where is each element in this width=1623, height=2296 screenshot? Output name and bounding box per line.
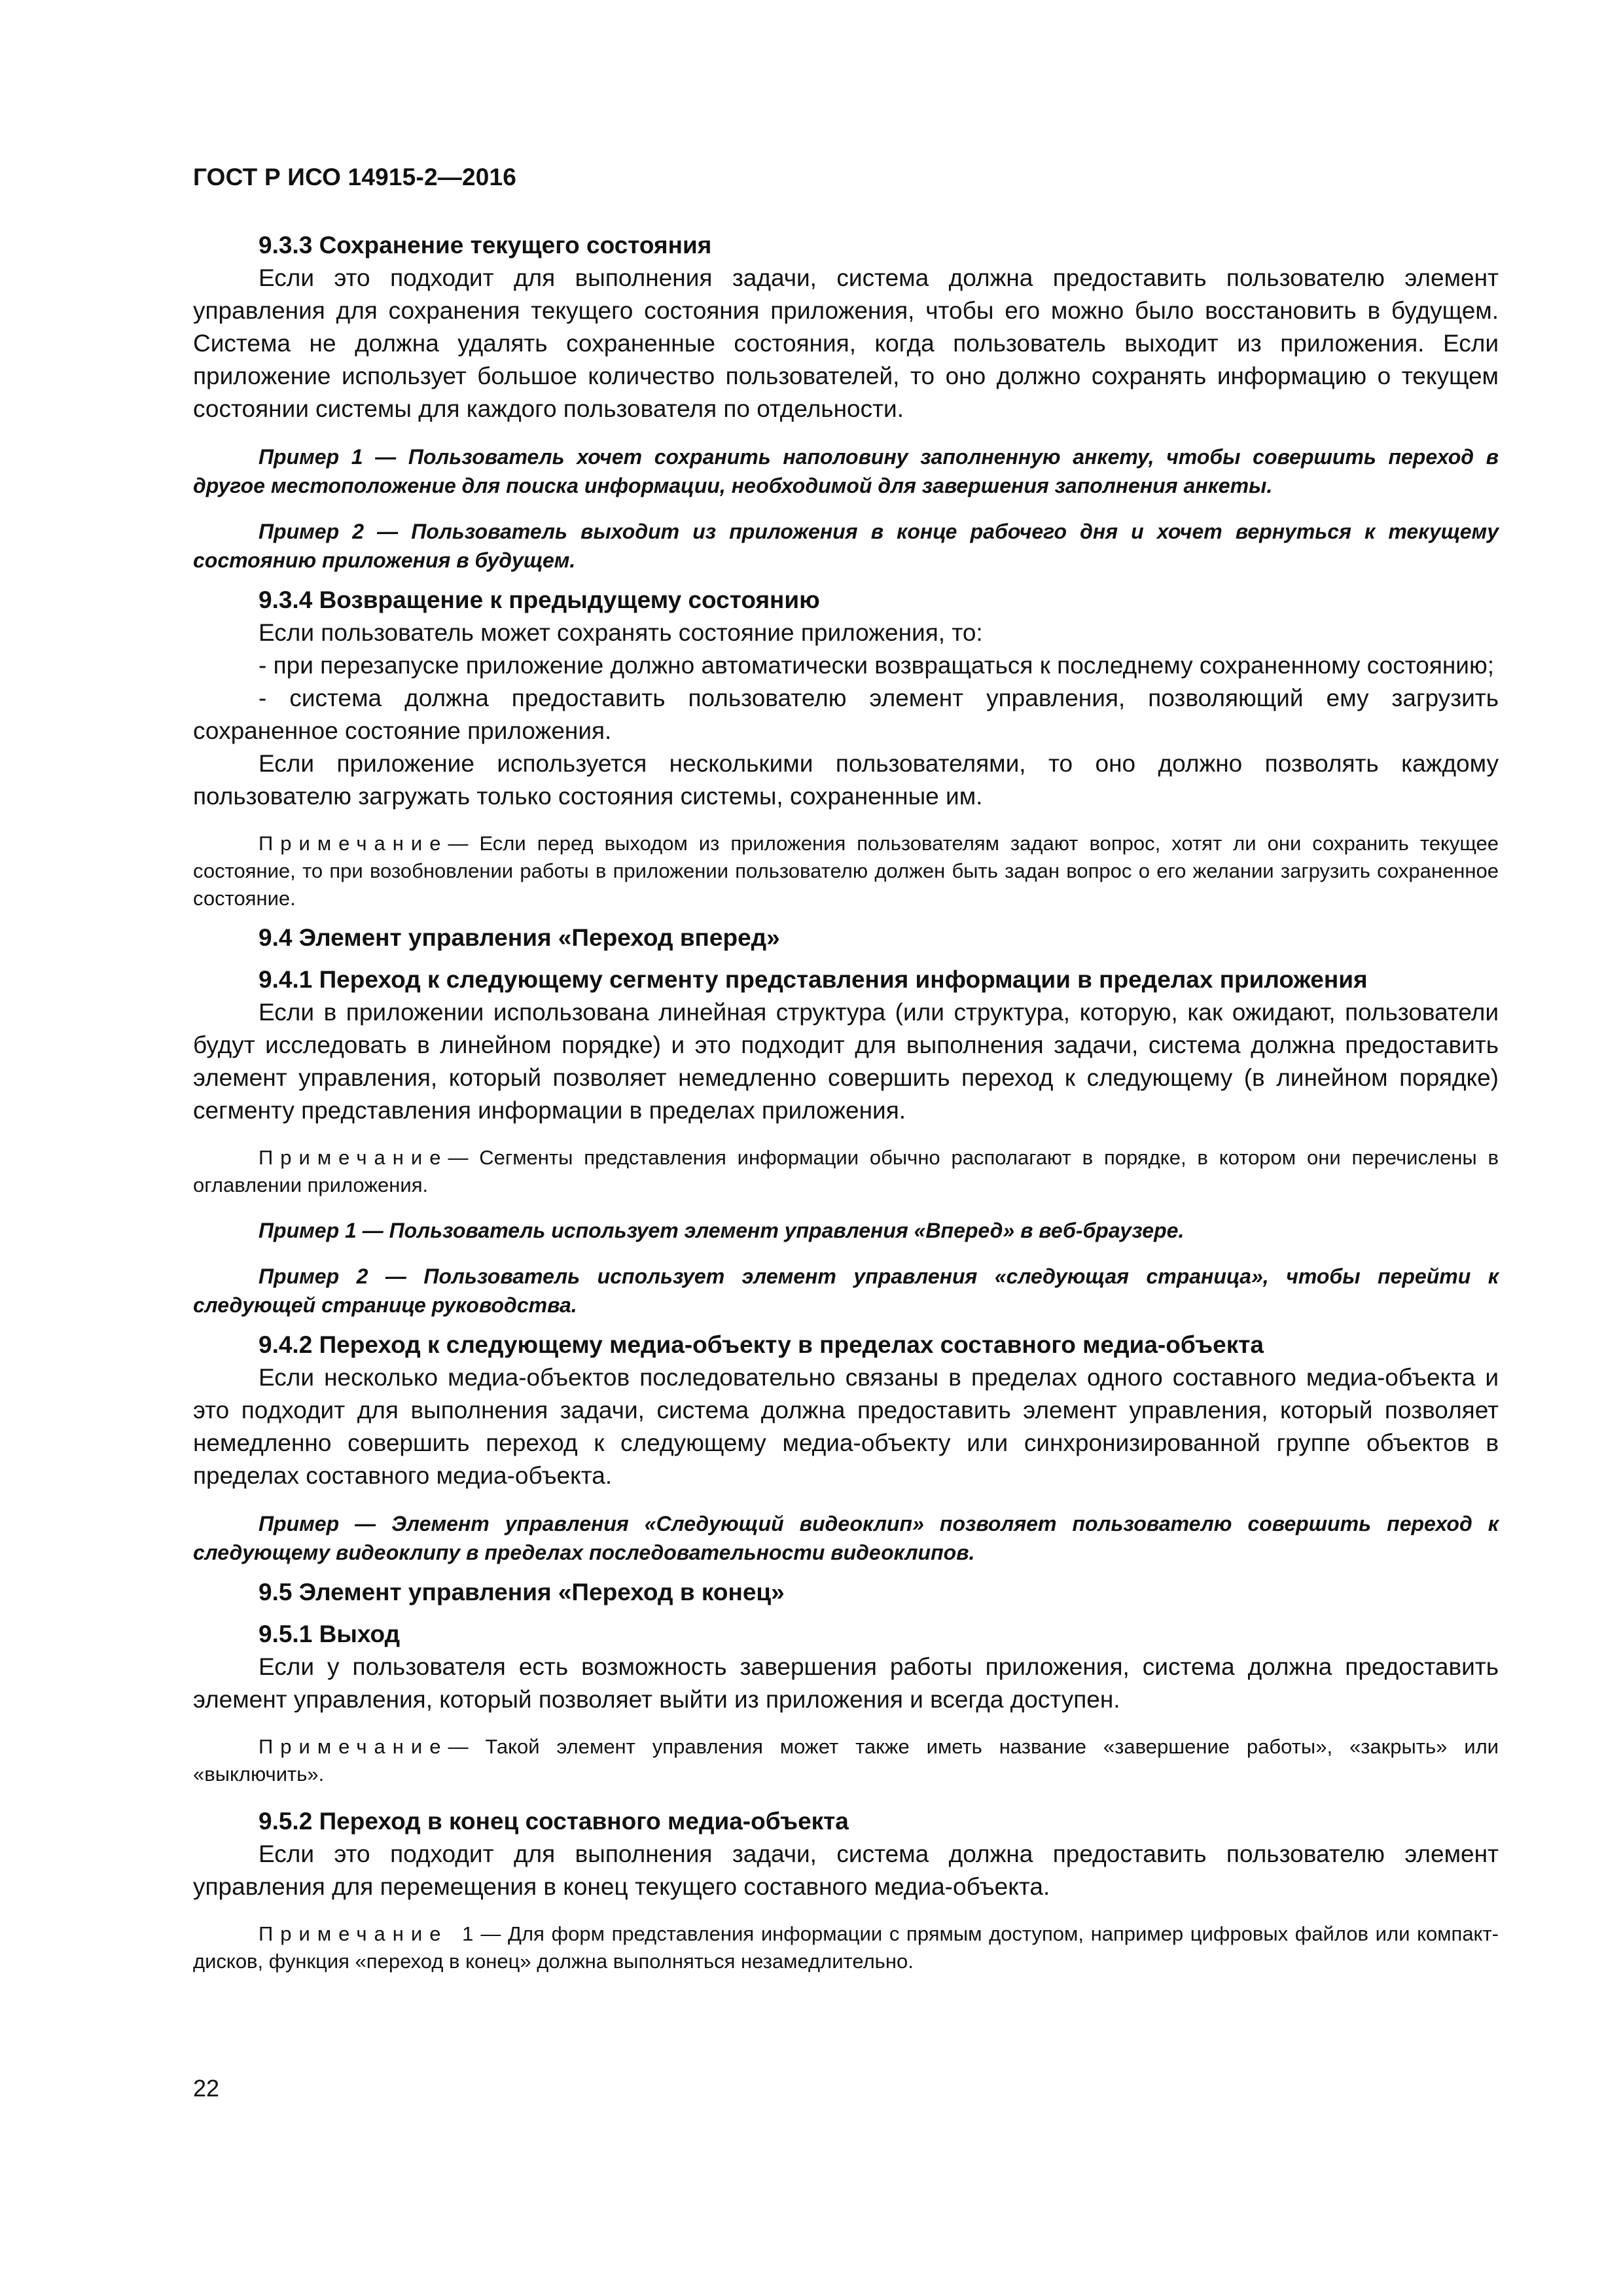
note — [193, 1144, 1499, 1199]
note-label: Примечание 1 — [259, 1922, 481, 1945]
paragraph: Если приложение используется несколькими пользователями, то оно должно позволять каждому пользователю загружать только состояния системы, сохраненные им. — [193, 750, 1499, 810]
note-label: Примечание — [259, 832, 448, 855]
section-heading-9-4-2: 9.4.2 Переход к следующему медиа-объекту в пределах составного медиа-объекта — [259, 1331, 1264, 1358]
paragraph: Если несколько медиа-объектов последовательно связаны в пределах одного составного медиа-объекта и это подходит для выполнения задачи, система должна предоставить элемент управления, который позволяет немедленно совершить переход к следующему медиа-объекту или синхронизированной группе объектов в пределах составного медиа-объекта. — [193, 1364, 1499, 1489]
paragraph: Если в приложении использована линейная структура (или структура, которую, как ожидают, пользователи будут исследовать в линейном порядке) и это подходит для выполнения задачи, система должна предоставить элемент управления, который позволяет немедленно совершить переход к следующему (в линейном порядке) сегменту представления информации в пределах приложения. — [193, 999, 1499, 1124]
section-heading-9-5-2: 9.5.2 Переход в конец составного медиа-объекта — [259, 1808, 849, 1835]
note-text: — Сегменты представления информации обычно располагают в порядке, в котором они перечислены в оглавлении приложения. — [193, 1146, 1499, 1196]
section-heading-9-5: 9.5 Элемент управления «Переход в конец» — [259, 1579, 785, 1605]
note — [193, 1920, 1499, 1975]
note — [193, 830, 1499, 912]
paragraph: Если у пользователя есть возможность завершения работы приложения, система должна предоставить элемент управления, который позволяет выйти из приложения и всегда доступен. — [193, 1653, 1499, 1713]
example-text: Пример 1 — Пользователь хочет сохранить наполовину заполненную анкету, чтобы совершить переход в другое местоположение для поиска информации, необходимой для завершения заполнения анкеты. — [193, 445, 1499, 497]
example-text: Пример 2 — Пользователь выходит из приложения в конце рабочего дня и хочет вернуться к текущему состоянию приложения в будущем. — [193, 520, 1499, 572]
section-heading-9-4-1: 9.4.1 Переход к следующему сегменту представления информации в пределах приложения — [259, 966, 1368, 993]
example-text: Пример — Элемент управления «Следующий видеоклип» позволяет пользователю совершить переход к следующему видеоклипу в пределах последовательности видеоклипов. — [193, 1512, 1499, 1564]
note — [193, 1733, 1499, 1788]
note-text: — Если перед выходом из приложения пользователям задают вопрос, хотят ли они сохранить текущее состояние, то при возобновлении работы в приложении пользователю должен быть задан вопрос о его желании загрузить сохраненное состояние. — [193, 832, 1499, 910]
paragraph: Если это подходит для выполнения задачи, система должна предоставить пользователю элемент управления для сохранения текущего состояния приложения, чтобы его можно было восстановить в будущем. Система не должна удалять сохраненные состояния, когда пользователь выходит из приложения. Если приложение использует большое количество пользователей, то оно должно сохранять информацию о текущем состоянии системы для каждого пользователя по отдельности. — [193, 264, 1499, 422]
list-item: - система должна предоставить пользователю элемент управления, позволяющий ему загрузить сохраненное состояние приложения. — [193, 685, 1499, 744]
section-heading-9-4: 9.4 Элемент управления «Переход вперед» — [259, 924, 780, 951]
paragraph: Если это подходит для выполнения задачи, система должна предоставить пользователю элемент управления для перемещения в конец текущего составного медиа-объекта. — [193, 1840, 1499, 1900]
section-heading-9-3-4: 9.3.4 Возвращение к предыдущему состоянию — [259, 586, 820, 613]
example-text: Пример 2 — Пользователь использует элемент управления «следующая страница», чтобы перейти к следующей странице руководства. — [193, 1265, 1499, 1317]
section-heading-9-5-1: 9.5.1 Выход — [259, 1621, 401, 1647]
note-label: Примечание — [259, 1146, 448, 1169]
document-header: ГОСТ Р ИСО 14915-2—2016 — [193, 164, 517, 190]
page-number: 22 — [193, 2075, 220, 2102]
note-text: — Такой элемент управления может также иметь название «завершение работы», «закрыть» или «выключить». — [193, 1735, 1499, 1785]
paragraph: Если пользователь может сохранять состояние приложения, то: — [259, 619, 983, 646]
example-text: Пример 1 — Пользователь использует элемент управления «Вперед» в веб-браузере. — [259, 1219, 1185, 1242]
list-item: - при перезапуске приложение должно автоматически возвращаться к последнему сохраненному состоянию; — [259, 652, 1494, 679]
section-heading-9-3-3: 9.3.3 Сохранение текущего состояния — [259, 232, 712, 259]
note-label: Примечание — [259, 1735, 448, 1758]
note-text: — Для форм представления информации с прямым доступом, например цифровых файлов или компакт-дисков, функция «переход в конец» должна выполняться незамедлительно. — [193, 1922, 1499, 1973]
